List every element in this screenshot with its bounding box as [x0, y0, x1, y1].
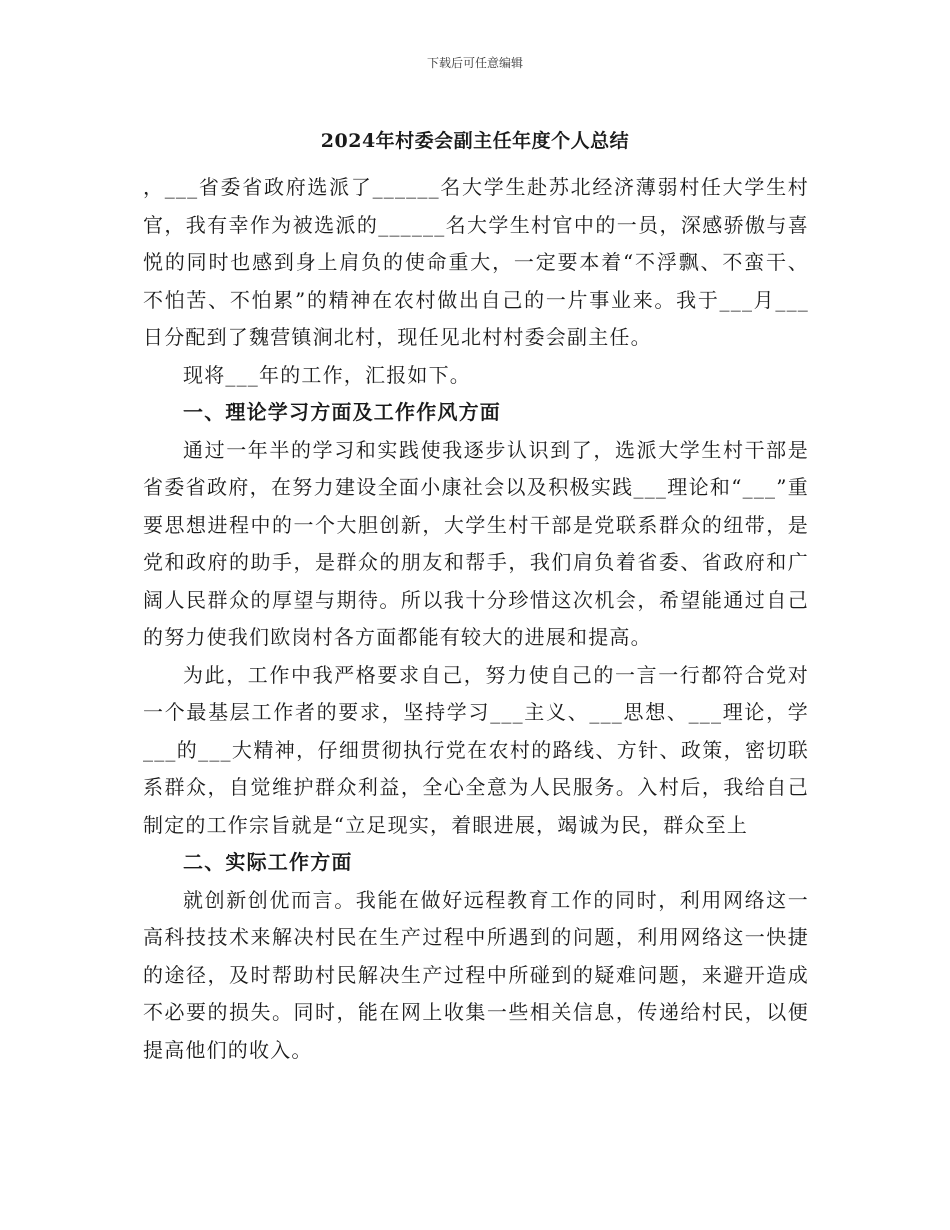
paragraph-theory-1: 通过一年半的学习和实践使我逐步认识到了，选派大学生村干部是省委省政府，在努力建设全面小康社会以及积极实践___理论和“___”重要思想进程中的一个大胆创新，大学生村干部是党联系群众的纽带，是党和政府的助手，是群众的朋友和帮手，我们肩负着省委、省政府和广阔人民群众的厚望与期待。所以我十分珍惜这次机会，希望能通过自己的努力使我们欧岗村各方面都能有较大的进展和提高。 [143, 437, 809, 649]
paragraph-report-lead: 现将___年的工作，汇报如下。 [183, 362, 471, 387]
paragraph-practice-1: 就创新创优而言。我能在做好远程教育工作的同时，利用网络这一高科技技术来解决村民在生产过程中所遇到的问题，利用网络这一快捷的途径，及时帮助村民解决生产过程中所碰到的疑难问题，来避开造成不必要的损失。同时，能在网上收集一些相关信息，传递给村民，以便提高他们的收入。 [143, 887, 809, 1062]
paragraph-theory-2: 为此，工作中我严格要求自己，努力使自己的一言一行都符合党对一个最基层工作者的要求，坚持学习___主义、___思想、___理论，学___的___大精神，仔细贯彻执行党在农村的路线、方针、政策，密切联系群众，自觉维护群众利益，全心全意为人民服务。入村后，我给自己制定的工作宗旨就是“立足现实，着眼进展，竭诚为民，群众至上 [143, 662, 809, 837]
section-heading-practice: 二、实际工作方面 [183, 850, 353, 874]
paragraph-intro: ，___省委省政府选派了______名大学生赴苏北经济薄弱村任大学生村官，我有幸作为被选派的______名大学生村官中的一员，深感骄傲与喜悦的同时也感到身上肩负的使命重大，一定要本着“不浮飘、不蛮干、不怕苦、不怕累”的精神在农村做出自己的一片事业来。我于___月___日分配到了魏营镇涧北村，现任见北村村委会副主任。 [143, 175, 809, 349]
document-title: 2024年村委会副主任年度个人总结 [320, 130, 630, 152]
page-header-note: 下载后可任意编辑 [426, 56, 523, 70]
section-heading-theory: 一、理论学习方面及工作作风方面 [183, 400, 501, 424]
document-body [143, 169, 809, 1069]
